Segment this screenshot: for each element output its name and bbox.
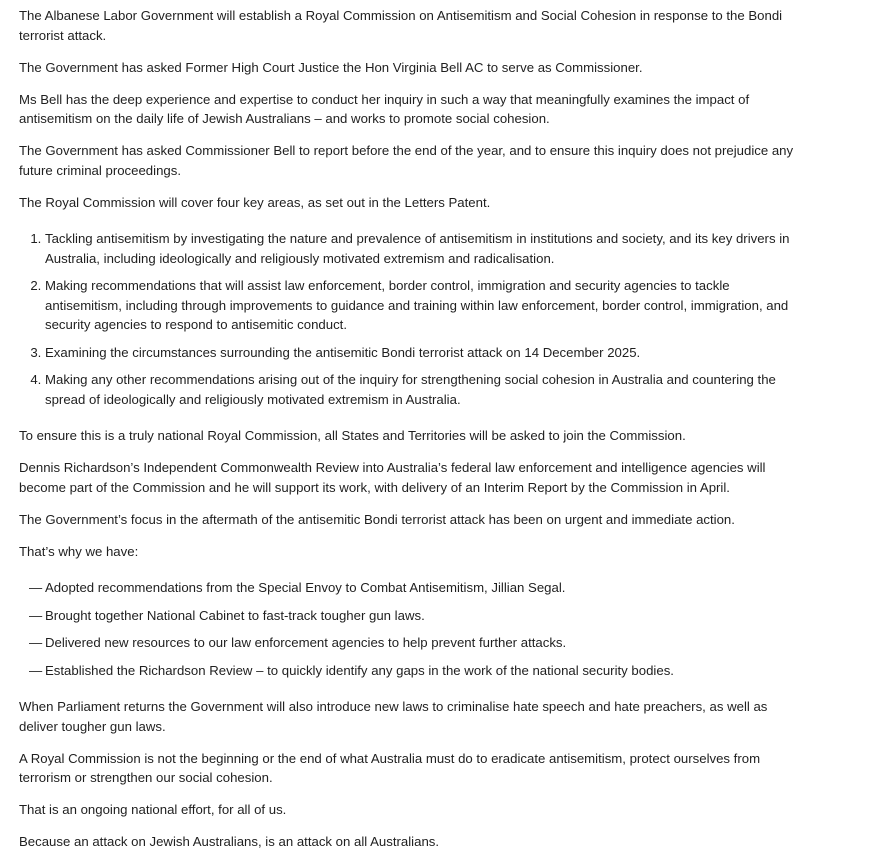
dash-marker: —	[29, 662, 43, 678]
list-item	[29, 661, 799, 681]
list-item	[29, 578, 799, 598]
dash-marker: —	[29, 580, 43, 595]
paragraph-report-timing: The Government has asked Commissioner Bell to report before the end of the year, and to ensure this inquiry does not prejudice any future criminal proceedings.	[19, 143, 794, 178]
paragraph-commissioner: The Government has asked Former High Court Justice the Hon Virginia Bell AC to serve as Commissioner.	[19, 59, 643, 75]
dash-marker: —	[29, 607, 43, 623]
paragraph-new-laws: When Parliament returns the Government will also introduce new laws to criminalise hate speech and hate preachers, as well as deliver tougher gun laws.	[19, 699, 768, 734]
paragraph-expertise: Ms Bell has the deep experience and expertise to conduct her inquiry in such a way that meaningfully examines the impact of antisemitism on the daily life of Jewish Australians – and works to promote social cohesion.	[19, 91, 750, 126]
paragraph-national: To ensure this is a truly national Royal Commission, all States and Territories will be asked to join the Commission.	[19, 428, 686, 443]
list-item	[29, 606, 799, 626]
dash-marker: —	[29, 635, 43, 650]
key-areas-list	[19, 229, 799, 409]
list-item	[29, 633, 799, 653]
paragraph-ongoing-effort: That is an ongoing national effort, for all of us.	[19, 802, 287, 817]
paragraph-actions-intro: That’s why we have:	[19, 543, 139, 559]
article-body	[19, 6, 799, 852]
list-item: 1. Tackling antisemitism by investigating the nature and prevalence of antisemitism in institutions and society, and its key drivers in Australia, including ideologically and religiously motivated extremism and radicalisation.	[45, 229, 799, 268]
list-item-text: Brought together National Cabinet to fast-track tougher gun laws.	[45, 607, 425, 623]
paragraph-focus: The Government’s focus in the aftermath of the antisemitic Bondi terrorist attack has been on urgent and immediate action.	[19, 511, 735, 527]
list-item-text: Established the Richardson Review – to quickly identify any gaps in the work of the national security bodies.	[45, 662, 674, 678]
list-item: 2. Making recommendations that will assist law enforcement, border control, immigration and security agencies to tackle antisemitism, including through improvements to guidance and training within law enforcement, border control, immigration, and security agencies to respond to antisemitic conduct.	[45, 276, 799, 335]
actions-list	[19, 578, 799, 680]
paragraph-key-areas-intro: The Royal Commission will cover four key areas, as set out in the Letters Patent.	[19, 194, 491, 210]
list-item-text: Delivered new resources to our law enforcement agencies to help prevent further attacks.	[45, 635, 567, 650]
list-item-text: Adopted recommendations from the Special Envoy to Combat Antisemitism, Jillian Segal.	[45, 580, 566, 595]
paragraph-not-the-end: A Royal Commission is not the beginning or the end of what Australia must do to eradicate antisemitism, protect ourselves from terrorism or strengthen our social cohesion.	[19, 750, 761, 785]
paragraph-richardson-review: Dennis Richardson’s Independent Commonwealth Review into Australia’s federal law enforcement and intelligence agencies will become part of the Commission and he will support its work, with delivery of an Interim Report by the Commission in April.	[19, 460, 766, 495]
paragraph-announcement: The Albanese Labor Government will establish a Royal Commission on Antisemitism and Social Cohesion in response to the Bondi terrorist attack.	[19, 8, 783, 43]
list-item: 4. Making any other recommendations arising out of the inquiry for strengthening social cohesion in Australia and countering the spread of ideologically and religiously motivated extremism in Australia.	[45, 370, 799, 409]
list-item: 3. Examining the circumstances surrounding the antisemitic Bondi terrorist attack on 14 December 2025.	[45, 343, 799, 363]
paragraph-closing: Because an attack on Jewish Australians, is an attack on all Australians.	[19, 834, 440, 849]
